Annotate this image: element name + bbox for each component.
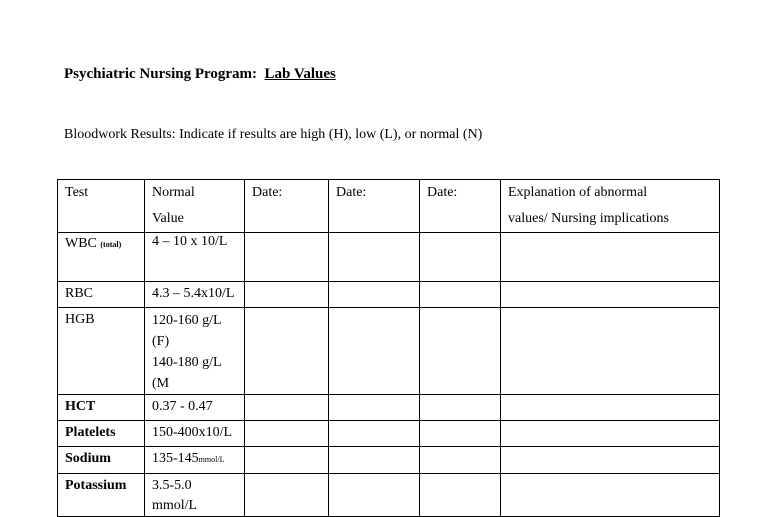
normal-value-cell: 120-160 g/L (F) 140-180 g/L (M — [145, 308, 245, 395]
explanation-cell[interactable] — [501, 447, 720, 474]
test-name-cell: Potassium — [58, 474, 145, 517]
test-name-cell: WBC (total) — [58, 233, 145, 282]
header-test: Test — [58, 180, 145, 233]
header-date-1: Date: — [245, 180, 329, 233]
result-cell[interactable] — [420, 474, 501, 517]
table-row — [58, 282, 720, 308]
explanation-cell[interactable] — [501, 308, 720, 395]
test-name-cell: RBC — [58, 282, 145, 308]
test-name-cell: HGB — [58, 308, 145, 395]
header-date-2: Date: — [329, 180, 420, 233]
explanation-cell[interactable] — [501, 233, 720, 282]
result-cell[interactable] — [245, 395, 329, 421]
result-cell[interactable] — [420, 447, 501, 474]
normal-value-cell: 135-145mmol/L — [145, 447, 245, 474]
result-cell[interactable] — [420, 395, 501, 421]
lab-values-table — [57, 179, 720, 517]
result-cell[interactable] — [329, 308, 420, 395]
header-date-3: Date: — [420, 180, 501, 233]
result-cell[interactable] — [245, 308, 329, 395]
result-cell[interactable] — [329, 474, 420, 517]
normal-value-cell: 0.37 - 0.47 — [145, 395, 245, 421]
explanation-cell[interactable] — [501, 421, 720, 447]
test-name-cell: HCT — [58, 395, 145, 421]
normal-value-cell: 3.5-5.0 mmol/L — [145, 474, 245, 517]
result-cell[interactable] — [329, 395, 420, 421]
result-cell[interactable] — [245, 447, 329, 474]
result-cell[interactable] — [329, 233, 420, 282]
result-cell[interactable] — [420, 233, 501, 282]
header-explanation: Explanation of abnormal values/ Nursing implications — [501, 180, 720, 233]
result-cell[interactable] — [245, 233, 329, 282]
title-main: Lab Values — [264, 66, 336, 82]
document-title — [64, 66, 336, 83]
result-cell[interactable] — [245, 282, 329, 308]
table-row — [58, 421, 720, 447]
table-row — [58, 233, 720, 282]
instructions-text: Bloodwork Results: Indicate if results are high (H), low (L), or normal (N) — [64, 127, 483, 142]
explanation-cell[interactable] — [501, 282, 720, 308]
result-cell[interactable] — [420, 308, 501, 395]
result-cell[interactable] — [420, 282, 501, 308]
table-row — [58, 395, 720, 421]
table-row — [58, 308, 720, 395]
normal-value-cell: 4 – 10 x 10/L — [145, 233, 245, 282]
normal-value-cell: 150-400x10/L — [145, 421, 245, 447]
normal-value-cell: 4.3 – 5.4x10/L — [145, 282, 245, 308]
explanation-cell[interactable] — [501, 474, 720, 517]
header-normal-value: Normal Value — [145, 180, 245, 233]
result-cell[interactable] — [245, 421, 329, 447]
result-cell[interactable] — [329, 447, 420, 474]
test-name-cell: Platelets — [58, 421, 145, 447]
explanation-cell[interactable] — [501, 395, 720, 421]
table-header-row — [58, 180, 720, 233]
test-name-cell: Sodium — [58, 447, 145, 474]
result-cell[interactable] — [329, 421, 420, 447]
table-row — [58, 447, 720, 474]
table-row — [58, 474, 720, 517]
result-cell[interactable] — [245, 474, 329, 517]
result-cell[interactable] — [329, 282, 420, 308]
result-cell[interactable] — [420, 421, 501, 447]
title-prefix: Psychiatric Nursing Program: — [64, 66, 258, 82]
